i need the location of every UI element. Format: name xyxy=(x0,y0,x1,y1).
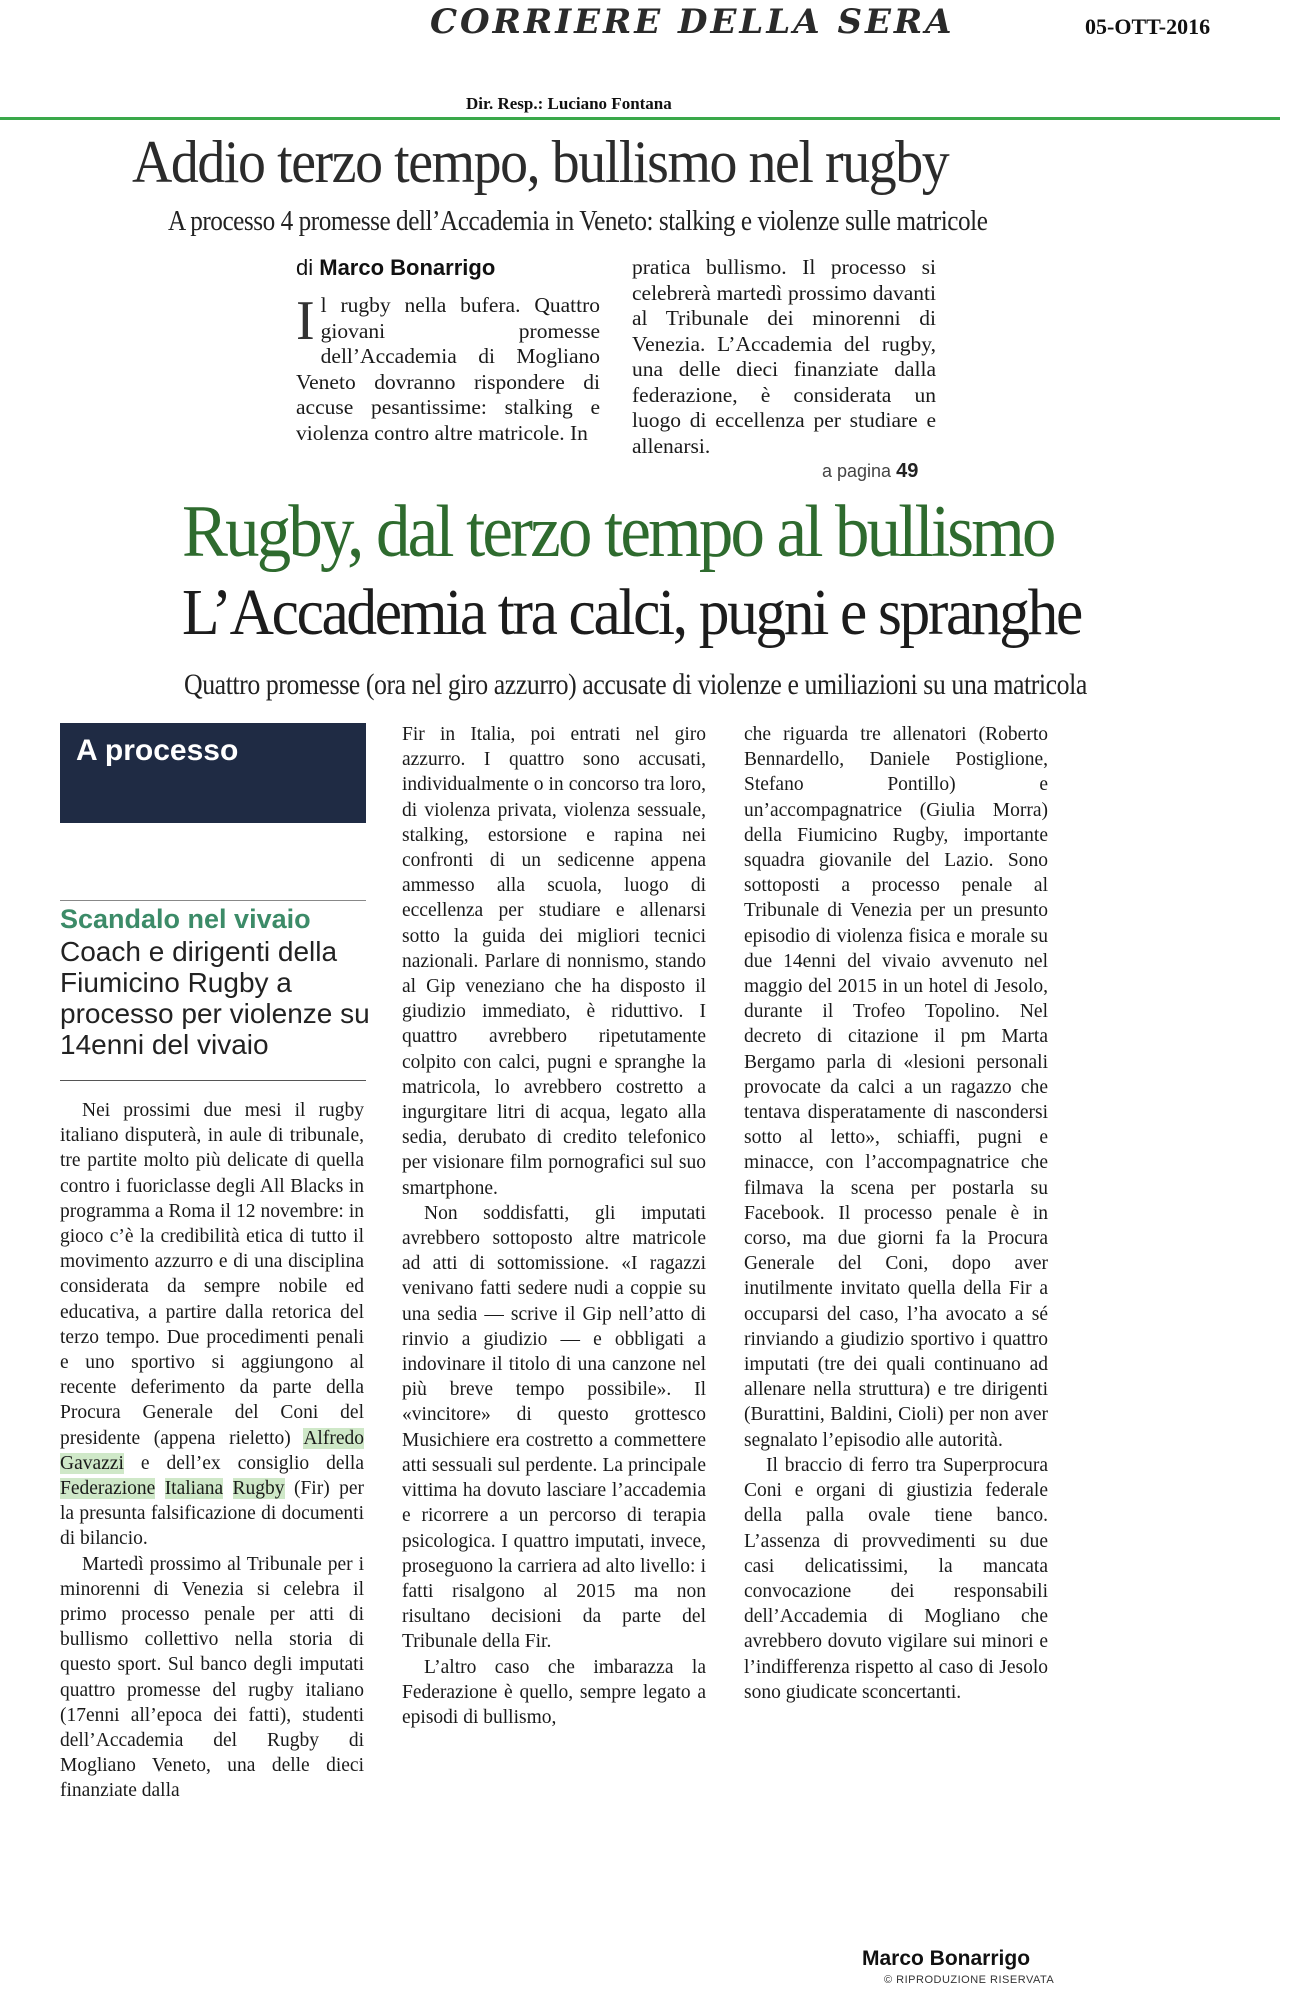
front-column-1-text: l rugby nella bufera. Quattro giovani promesse dell’Accademia di Mogliano Veneto dovranno rispondere di accuse pesantissime: stalking e violenza contro altre matricole. In xyxy=(296,293,600,445)
highlight-gavazzi: Gavazzi xyxy=(60,1452,124,1474)
masthead: CORRIERE DELLA SERA xyxy=(430,2,955,42)
front-headline: Addio terzo tempo, bullismo nel rugby xyxy=(132,129,949,195)
page-ref-label: a pagina xyxy=(822,461,892,481)
side-bottom-divider xyxy=(60,1080,366,1081)
article-byline: Marco Bonarrigo xyxy=(862,1947,1031,1970)
byline-prefix: di xyxy=(296,255,314,280)
header-divider xyxy=(0,117,1280,120)
col2-paragraph-3: L’altro caso che imbarazza la Federazione è quello, sempre legato a episodi di bullismo, xyxy=(402,1656,706,1728)
inside-headline-1: Rugby, dal terzo tempo al bullismo xyxy=(182,491,1054,573)
col3-paragraph-1: che riguarda tre allenatori (Roberto Bennardello, Daniele Postiglione, Stefano Pontillo) e un’accompagnatrice (Giulia Morra) della Fiumicino Rugby, importante squadra giovanile del Lazio. Sono sottoposti a processo penale al Tribunale di Venezia per un presunto episodio di violenza fisica e morale su due 14enni del vivaio avvenuto nel maggio del 2015 in un hotel di Jesolo, durante il Trofeo Topolino. Nel decreto di citazione il pm Marta Bergamo parla di «lesioni personali provocate da calci a un ragazzo che tentava disperatamente di nascondersi sotto al letto», schiaffi, pugni e minacce, con l’accompagnatrice che filmava la scena per postarla su Facebook. Il processo penale è in corso, ma due giorni fa la Procura Generale del Coni, dopo aver inutilmente invitato quella della Fir a occuparsi del caso, l’ha avocato a sé rinviando a giudizio sportivo i quattro imputati (tre dei quali continuano ad allenare nella struttura) e tre dirigenti (Burattini, Baldini, Cioli) per non aver segnalato l’episodio alle autorità. xyxy=(744,724,1048,1451)
col1-paragraph-1 xyxy=(60,1098,364,1552)
director-line: Dir. Resp.: Luciano Fontana xyxy=(466,94,672,113)
col1-paragraph-2: Martedì prossimo al Tribunale per i minorenni di Venezia si celebra il primo processo penale per atti di bullismo collettivo nella storia di questo sport. Sul banco degli imputati quattro promesse del rugby italiano (17enni all’epoca dei fatti), studenti dell’Accademia del Rugby di Mogliano Veneto, una delle dieci finanziate dalla xyxy=(60,1553,364,1802)
front-column-2: pratica bullismo. Il processo si celebrerà martedì prossimo davanti al Tribunale dei minorenni di Venezia. L’Accademia del rugby, una delle dieci finanziate dalla federazione, è considerata un luogo di eccellenza per studiare e allenarsi. xyxy=(632,255,936,458)
front-byline xyxy=(296,255,495,281)
highlight-federazione: Federazione xyxy=(60,1478,156,1500)
article-column-1 xyxy=(60,1098,364,1804)
side-subtitle: Coach e dirigenti della Fiumicino Rugby a processo per violenze su 14enni del vivaio xyxy=(60,936,370,1060)
col3-paragraph-2: Il braccio di ferro tra Superprocura Coni e organi di giustizia federale della palla ovale tiene banco. L’assenza di provvedimenti su due casi delicatissimi, la mancata convocazione dei responsabili dell’Accademia di Mogliano che avrebbero dovuto vigilare sui minori e l’indifferenza rispetto al caso di Jesolo sono giudicate sconcertanti. xyxy=(744,1454,1048,1703)
side-title: Scandalo nel vivaio xyxy=(60,904,311,934)
col2-paragraph-1: Fir in Italia, poi entrati nel giro azzurro. I quattro sono accusati, individualmente o in concorso tra loro, di violenza privata, violenza sessuale, stalking, estorsione e rapina nei confronti di un sedicenne appena ammesso alla scuola, luogo di eccellenza per studiare e allenarsi sotto la guida dei migliori tecnici nazionali. Parlare di nonnismo, stando al Gip veneziano che ha disposto il giudizio immediato, è riduttivo. I quattro avrebbero ripetutamente colpito con calci, pugni e spranghe la matricola, lo avrebbero costretto a ingurgitare litri di acqua, legato alla sedia, derubato di credito telefonico per visionare film pornografici sul suo smartphone. xyxy=(402,724,706,1199)
page-reference xyxy=(822,460,918,483)
highlight-rugby: Rugby xyxy=(232,1478,285,1500)
col1-text-c: (Fir) per la presunta falsificazione di documenti di bilancio. xyxy=(60,1478,364,1550)
byline-name: Marco Bonarrigo xyxy=(319,255,496,280)
front-column-1 xyxy=(296,290,600,446)
page-ref-number: 49 xyxy=(896,460,919,482)
col1-text-b: e dell’ex consiglio della xyxy=(140,1452,364,1474)
highlight-alfredo: Alfredo xyxy=(303,1427,364,1449)
side-divider xyxy=(60,900,366,901)
drop-cap: I xyxy=(296,290,315,352)
article-column-3 xyxy=(744,722,1048,1705)
article-column-2 xyxy=(402,722,706,1730)
inside-headline-2: L’Accademia tra calci, pugni e spranghe xyxy=(182,576,1081,649)
section-box-label: A processo xyxy=(76,734,239,767)
col1-text-a: Nei prossimi due mesi il rugby italiano disputerà, in aule di tribunale, tre partite molto più delicate di quella contro i fuoriclasse degli All Blacks in programma a Roma il 12 novembre: in gioco c’è la credibilità etica di tutto il movimento azzurro e di una disciplina considerata da sempre nobile ed educativa, a partire dalla retorica del terzo tempo. Due procedimenti penali e uno sportivo si aggiungono al recente deferimento da parte della Procura Generale del Coni del presidente (appena rieletto) xyxy=(60,1100,364,1449)
highlight-italiana: Italiana xyxy=(164,1478,224,1500)
inside-subhead: Quattro promesse (ora nel giro azzurro) accusate di violenze e umiliazioni su una matricola xyxy=(184,668,1087,701)
front-subhead: A processo 4 promesse dell’Accademia in Veneto: stalking e violenze sulle matricole xyxy=(168,206,988,237)
publication-date: 05-OTT-2016 xyxy=(1085,14,1211,39)
col2-paragraph-2: Non soddisfatti, gli imputati avrebbero sottoposto altre matricole ad atti di sottomissione. «I ragazzi venivano fatti sedere nudi a coppie su una sedia — scrive il Gip nell’atto di rinvio a giudizio — e obbligati a indovinare il titolo di una canzone nel più breve tempo possibile». Il «vincitore» di questo grottesco Musichiere era costretto a commettere atti sessuali sul perdente. La principale vittima ha dovuto lasciare l’accademia e ricorrere a un percorso di terapia psicologica. I quattro imputati, invece, proseguono la carriera ad alto livello: i fatti risalgono al 2015 ma non risultano decisioni da parte del Tribunale della Fir. xyxy=(402,1202,706,1653)
copyright-notice: © RIPRODUZIONE RISERVATA xyxy=(884,1974,1055,1986)
